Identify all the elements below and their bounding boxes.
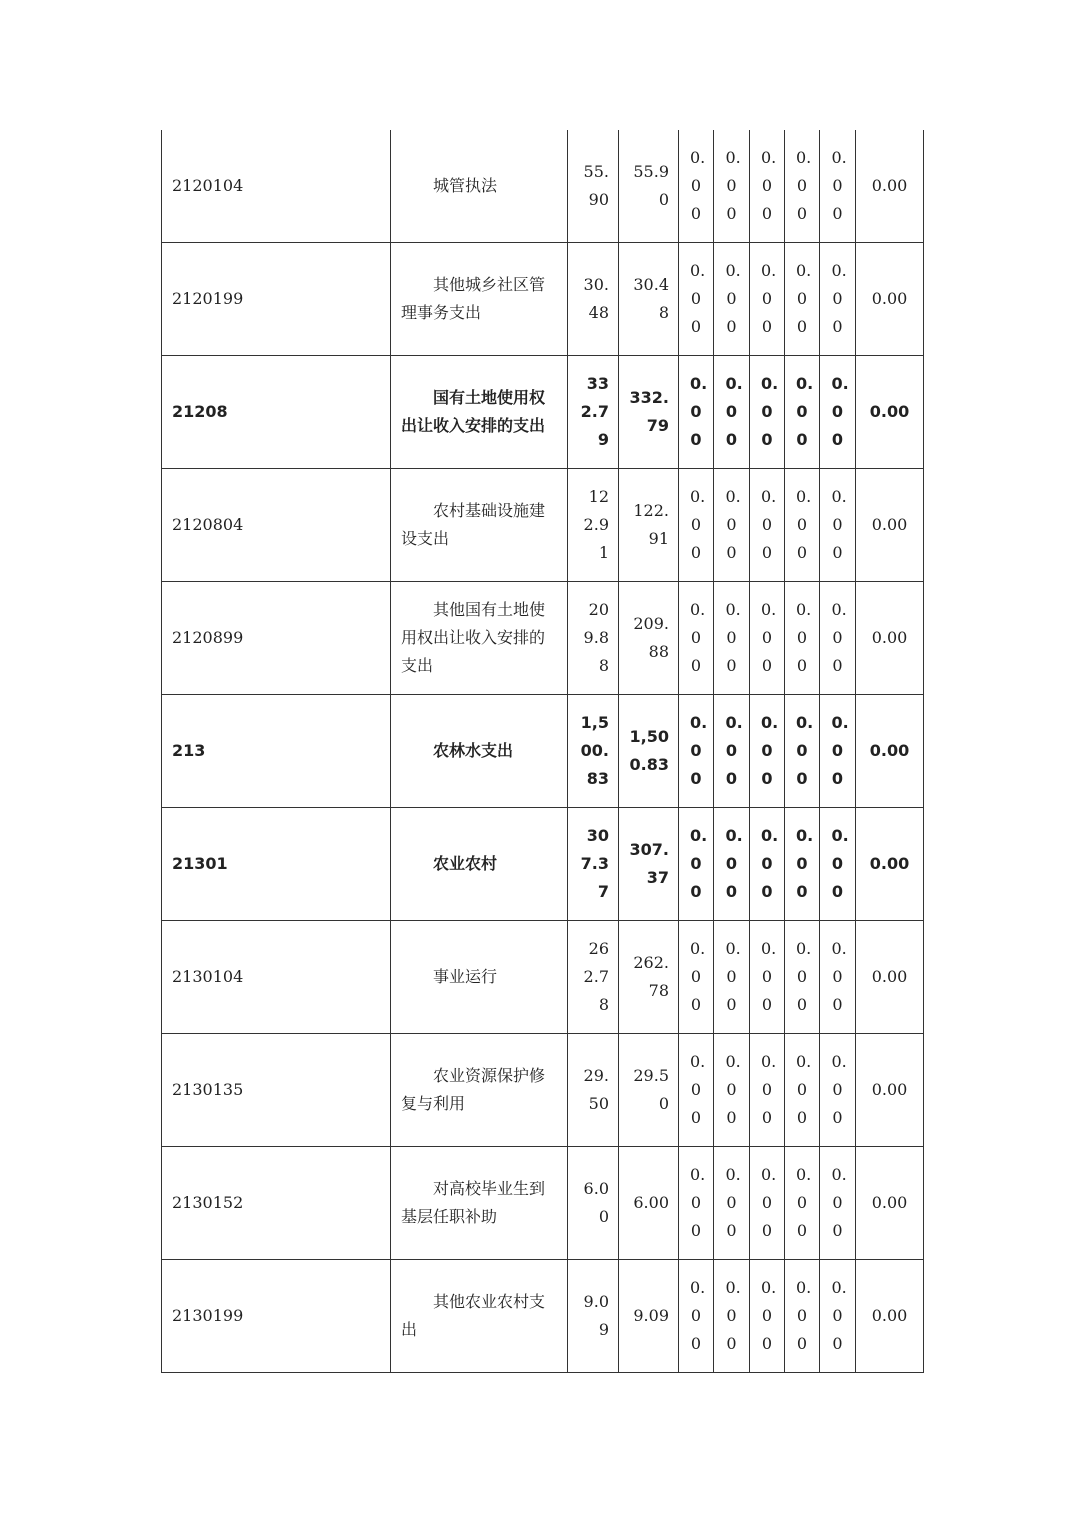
zero-value-cell-text: 0.00 [831,826,849,901]
subject-code-cell [162,1260,391,1373]
basic-expense-cell-text: 55.90 [633,162,669,209]
subject-code-cell-text: 213 [172,741,206,760]
total-cell-text: 332.79 [580,374,609,449]
zero-value-cell [820,1260,856,1373]
zero-value-cell [679,921,714,1034]
zero-value-cell-text: 0.00 [725,600,741,675]
zero-value-cell [820,1034,856,1147]
zero-value-cell [785,130,820,243]
other-value-cell [856,808,924,921]
subject-code-cell [162,921,391,1034]
table-row [162,356,924,469]
zero-value-cell-text: 0.00 [796,487,812,562]
table-row [162,243,924,356]
basic-expense-cell [619,469,679,582]
total-cell [568,1260,619,1373]
subject-name-cell-text: 其他国有土地使用权出让收入安排的支出 [401,600,546,675]
zero-value-cell-text: 0.00 [690,1278,706,1353]
zero-value-cell-text: 0.00 [725,261,741,336]
other-value-cell [856,243,924,356]
zero-value-cell-text: 0.00 [761,1165,777,1240]
zero-value-cell-text: 0.00 [796,148,812,223]
subject-name-cell [391,243,568,356]
zero-value-cell-text: 0.00 [690,939,706,1014]
total-cell [568,356,619,469]
zero-value-cell [750,356,785,469]
total-cell [568,1147,619,1260]
zero-value-cell [785,1034,820,1147]
zero-value-cell [750,1034,785,1147]
subject-name-cell [391,695,568,808]
zero-value-cell-text: 0.00 [690,487,706,562]
zero-value-cell-text: 0.00 [690,1165,706,1240]
other-value-cell [856,582,924,695]
zero-value-cell [820,695,856,808]
other-value-cell [856,1260,924,1373]
zero-value-cell-text: 0.00 [831,1278,847,1353]
zero-value-cell-text: 0.00 [761,148,777,223]
zero-value-cell-text: 0.00 [761,713,779,788]
other-value-cell [856,921,924,1034]
subject-name-cell-text: 其他农业农村支出 [401,1292,546,1339]
table-body [162,130,924,1373]
zero-value-cell-text: 0.00 [796,1052,812,1127]
zero-value-cell [714,1034,750,1147]
zero-value-cell [820,808,856,921]
other-value-cell [856,1147,924,1260]
subject-code-cell [162,1147,391,1260]
basic-expense-cell-text: 9.09 [633,1306,669,1325]
subject-name-cell-text: 农业农村 [433,854,498,873]
other-value-cell-text: 0.00 [871,515,908,534]
zero-value-cell [714,695,750,808]
other-value-cell [856,130,924,243]
subject-name-cell [391,1147,568,1260]
zero-value-cell-text: 0.00 [831,600,847,675]
total-cell-text: 262.78 [583,939,609,1014]
total-cell-text: 29.50 [583,1066,609,1113]
zero-value-cell-text: 0.00 [761,1278,777,1353]
basic-expense-cell-text: 332.79 [629,388,669,435]
total-cell [568,469,619,582]
zero-value-cell [714,243,750,356]
zero-value-cell [714,130,750,243]
subject-name-cell [391,356,568,469]
table-row [162,695,924,808]
zero-value-cell-text: 0.00 [690,374,708,449]
zero-value-cell [750,1260,785,1373]
subject-code-cell [162,130,391,243]
zero-value-cell [714,808,750,921]
subject-code-cell-text: 2130152 [172,1193,244,1212]
zero-value-cell-text: 0.00 [725,374,743,449]
other-value-cell-text: 0.00 [871,289,908,308]
zero-value-cell-text: 0.00 [725,148,741,223]
subject-code-cell-text: 2120199 [172,289,244,308]
zero-value-cell-text: 0.00 [796,374,814,449]
zero-value-cell-text: 0.00 [831,487,847,562]
subject-code-cell [162,469,391,582]
budget-table [161,130,924,1373]
zero-value-cell-text: 0.00 [796,1278,812,1353]
zero-value-cell-text: 0.00 [831,713,849,788]
basic-expense-cell-text: 209.88 [633,614,669,661]
zero-value-cell [820,921,856,1034]
zero-value-cell-text: 0.00 [690,1052,706,1127]
zero-value-cell [750,695,785,808]
zero-value-cell-text: 0.00 [761,600,777,675]
basic-expense-cell-text: 262.78 [633,953,669,1000]
zero-value-cell-text: 0.00 [725,1278,741,1353]
zero-value-cell [679,1034,714,1147]
total-cell [568,921,619,1034]
zero-value-cell [750,582,785,695]
subject-name-cell [391,130,568,243]
zero-value-cell-text: 0.00 [725,1165,741,1240]
subject-name-cell-text: 事业运行 [433,967,498,986]
subject-code-cell-text: 2120804 [172,515,244,534]
zero-value-cell-text: 0.00 [831,1165,847,1240]
zero-value-cell [750,130,785,243]
zero-value-cell-text: 0.00 [690,600,706,675]
zero-value-cell [750,808,785,921]
zero-value-cell-text: 0.00 [796,1165,812,1240]
zero-value-cell [785,1147,820,1260]
zero-value-cell [820,582,856,695]
other-value-cell [856,469,924,582]
table-row [162,1034,924,1147]
zero-value-cell-text: 0.00 [796,261,812,336]
zero-value-cell [750,243,785,356]
zero-value-cell [785,808,820,921]
subject-code-cell [162,695,391,808]
other-value-cell-text: 0.00 [871,628,908,647]
table-row [162,921,924,1034]
table-row [162,130,924,243]
basic-expense-cell [619,243,679,356]
other-value-cell [856,1034,924,1147]
basic-expense-cell [619,1147,679,1260]
zero-value-cell [820,469,856,582]
total-cell-text: 55.90 [583,162,609,209]
zero-value-cell [820,243,856,356]
basic-expense-cell-text: 1,500.83 [629,727,669,774]
other-value-cell-text: 0.00 [871,1306,908,1325]
zero-value-cell [714,1147,750,1260]
zero-value-cell [785,243,820,356]
other-value-cell-text: 0.00 [869,854,910,873]
zero-value-cell-text: 0.00 [796,600,812,675]
subject-name-cell [391,469,568,582]
subject-code-cell-text: 2120899 [172,628,244,647]
subject-code-cell [162,582,391,695]
subject-code-cell [162,243,391,356]
subject-name-cell-text: 对高校毕业生到基层任职补助 [401,1179,546,1226]
zero-value-cell-text: 0.00 [725,487,741,562]
zero-value-cell-text: 0.00 [690,261,706,336]
basic-expense-cell [619,582,679,695]
subject-code-cell-text: 2130104 [172,967,244,986]
subject-name-cell-text: 城管执法 [433,176,498,195]
zero-value-cell [785,356,820,469]
total-cell-text: 307.37 [580,826,609,901]
subject-code-cell [162,356,391,469]
zero-value-cell-text: 0.00 [831,148,847,223]
zero-value-cell [679,243,714,356]
total-cell-text: 209.88 [583,600,609,675]
basic-expense-cell [619,695,679,808]
zero-value-cell [785,469,820,582]
zero-value-cell [785,582,820,695]
total-cell [568,808,619,921]
basic-expense-cell [619,130,679,243]
zero-value-cell [714,469,750,582]
zero-value-cell-text: 0.00 [690,826,708,901]
zero-value-cell-text: 0.00 [761,939,777,1014]
zero-value-cell [679,582,714,695]
other-value-cell-text: 0.00 [871,176,908,195]
subject-name-cell-text: 农村基础设施建设支出 [401,501,546,548]
zero-value-cell-text: 0.00 [690,713,708,788]
basic-expense-cell [619,808,679,921]
zero-value-cell [714,1260,750,1373]
zero-value-cell [785,1260,820,1373]
zero-value-cell-text: 0.00 [761,487,777,562]
zero-value-cell-text: 0.00 [796,939,812,1014]
zero-value-cell [714,582,750,695]
subject-name-cell-text: 其他城乡社区管理事务支出 [401,275,546,322]
table-row [162,1260,924,1373]
zero-value-cell-text: 0.00 [761,374,779,449]
other-value-cell-text: 0.00 [871,1080,908,1099]
zero-value-cell [679,356,714,469]
other-value-cell [856,695,924,808]
zero-value-cell-text: 0.00 [796,826,814,901]
subject-name-cell [391,1260,568,1373]
subject-name-cell [391,808,568,921]
zero-value-cell [714,921,750,1034]
zero-value-cell [820,1147,856,1260]
subject-code-cell-text: 21208 [172,402,228,421]
basic-expense-cell [619,1034,679,1147]
table-row [162,808,924,921]
zero-value-cell-text: 0.00 [725,939,741,1014]
zero-value-cell [679,808,714,921]
zero-value-cell-text: 0.00 [761,261,777,336]
subject-code-cell-text: 2120104 [172,176,244,195]
zero-value-cell-text: 0.00 [761,1052,777,1127]
subject-name-cell-text: 农业资源保护修复与利用 [401,1066,546,1113]
subject-name-cell [391,1034,568,1147]
subject-name-cell [391,582,568,695]
subject-code-cell-text: 2130135 [172,1080,244,1099]
subject-code-cell-text: 2130199 [172,1306,244,1325]
total-cell-text: 122.91 [583,487,609,562]
other-value-cell-text: 0.00 [871,1193,908,1212]
zero-value-cell [820,130,856,243]
total-cell [568,243,619,356]
zero-value-cell-text: 0.00 [831,374,849,449]
zero-value-cell-text: 0.00 [831,939,847,1014]
zero-value-cell [679,1147,714,1260]
zero-value-cell [714,356,750,469]
total-cell-text: 1,500.83 [580,713,609,788]
basic-expense-cell-text: 307.37 [629,840,669,887]
other-value-cell-text: 0.00 [871,967,908,986]
table-row [162,1147,924,1260]
zero-value-cell-text: 0.00 [761,826,779,901]
zero-value-cell [750,921,785,1034]
subject-name-cell [391,921,568,1034]
zero-value-cell-text: 0.00 [831,261,847,336]
total-cell [568,582,619,695]
other-value-cell [856,356,924,469]
zero-value-cell-text: 0.00 [690,148,706,223]
total-cell-text: 9.09 [583,1292,609,1339]
zero-value-cell [679,695,714,808]
subject-name-cell-text: 农林水支出 [433,741,514,760]
total-cell-text: 6.00 [583,1179,609,1226]
other-value-cell-text: 0.00 [869,402,910,421]
zero-value-cell [679,469,714,582]
basic-expense-cell [619,921,679,1034]
basic-expense-cell [619,356,679,469]
basic-expense-cell-text: 6.00 [633,1193,669,1212]
basic-expense-cell [619,1260,679,1373]
zero-value-cell-text: 0.00 [725,826,743,901]
subject-code-cell-text: 21301 [172,854,228,873]
zero-value-cell [679,130,714,243]
zero-value-cell [785,695,820,808]
total-cell [568,695,619,808]
zero-value-cell [679,1260,714,1373]
subject-name-cell-text: 国有土地使用权出让收入安排的支出 [401,388,546,435]
total-cell-text: 30.48 [583,275,609,322]
basic-expense-cell-text: 30.48 [633,275,669,322]
basic-expense-cell-text: 29.50 [633,1066,669,1113]
zero-value-cell-text: 0.00 [725,713,743,788]
basic-expense-cell-text: 122.91 [633,501,669,548]
subject-code-cell [162,808,391,921]
zero-value-cell [750,469,785,582]
other-value-cell-text: 0.00 [869,741,910,760]
table-row [162,582,924,695]
zero-value-cell [750,1147,785,1260]
zero-value-cell-text: 0.00 [831,1052,847,1127]
subject-code-cell [162,1034,391,1147]
table-row [162,469,924,582]
total-cell [568,130,619,243]
zero-value-cell-text: 0.00 [725,1052,741,1127]
zero-value-cell-text: 0.00 [796,713,814,788]
total-cell [568,1034,619,1147]
zero-value-cell [820,356,856,469]
zero-value-cell [785,921,820,1034]
